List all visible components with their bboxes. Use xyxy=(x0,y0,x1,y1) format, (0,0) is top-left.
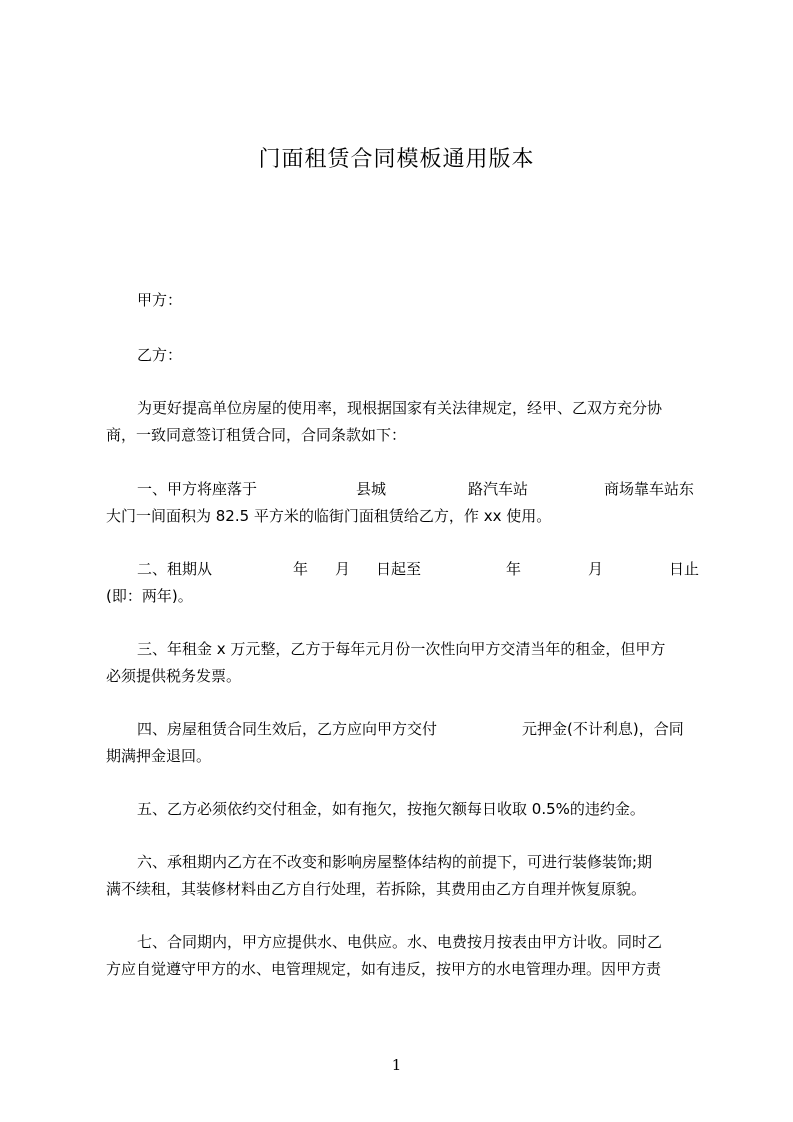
clause2-line-2: (即：两年)。 xyxy=(106,587,193,605)
clause3-line-1: 三、年租金 x 万元整，乙方于每年元月份一次性向甲方交清当年的租金，但甲方 xyxy=(137,640,666,658)
clause4-seg-2: 元押金(不计利息)，合同 xyxy=(522,720,684,738)
intro-line-1: 为更好提高单位房屋的使用率，现根据国家有关法律规定，经甲、乙双方充分协 xyxy=(137,399,663,417)
clause3-line-2: 必须提供税务发票。 xyxy=(106,667,242,685)
clause7-line-1: 七、合同期内，甲方应提供水、电供应。水、电费按月按表由甲方计收。同时乙 xyxy=(137,933,663,951)
clause1-seg-2: 县城 xyxy=(356,480,387,498)
clause1-seg-1: 一、甲方将座落于 xyxy=(137,480,258,498)
clause2-seg-1: 二、租期从 xyxy=(137,560,213,578)
clause6-line-2: 满不续租，其装修材料由乙方自行处理，若拆除，其费用由乙方自理并恢复原貌。 xyxy=(106,880,647,898)
intro-line-2: 商，一致同意签订租赁合同，合同条款如下： xyxy=(106,426,407,444)
clause2-seg-4: 日起至 xyxy=(376,560,422,578)
clause4-seg-1: 四、房屋租赁合同生效后，乙方应向甲方交付 xyxy=(137,720,438,738)
party-a-label: 甲方： xyxy=(137,291,183,309)
clause5-line-1: 五、乙方必须依约交付租金，如有拖欠，按拖欠额每日收取 0.5%的违约金。 xyxy=(137,800,645,818)
page-number: 1 xyxy=(391,1056,402,1074)
clause6-line-1: 六、承租期内乙方在不改变和影响房屋整体结构的前提下，可进行装修装饰;期 xyxy=(137,853,653,871)
clause7-line-2: 方应自觉遵守甲方的水、电管理规定，如有违反，按甲方的水电管理办理。因甲方责 xyxy=(106,960,662,978)
clause2-seg-7: 日止 xyxy=(669,560,700,578)
clause2-seg-2: 年 xyxy=(293,560,309,578)
clause1-line-2: 大门一间面积为 82.5 平方米的临街门面租赁给乙方，作 xx 使用。 xyxy=(106,507,552,525)
clause4-line-2: 期满押金退回。 xyxy=(106,747,212,765)
clause2-seg-5: 年 xyxy=(506,560,522,578)
clause2-seg-3: 月 xyxy=(335,560,351,578)
document-title: 门面租赁合同模板通用版本 xyxy=(258,147,535,172)
clause2-seg-6: 月 xyxy=(588,560,604,578)
clause1-seg-3: 路汽车站 xyxy=(468,480,529,498)
clause1-seg-4: 商场靠车站东 xyxy=(604,480,695,498)
party-b-label: 乙方： xyxy=(137,346,183,364)
